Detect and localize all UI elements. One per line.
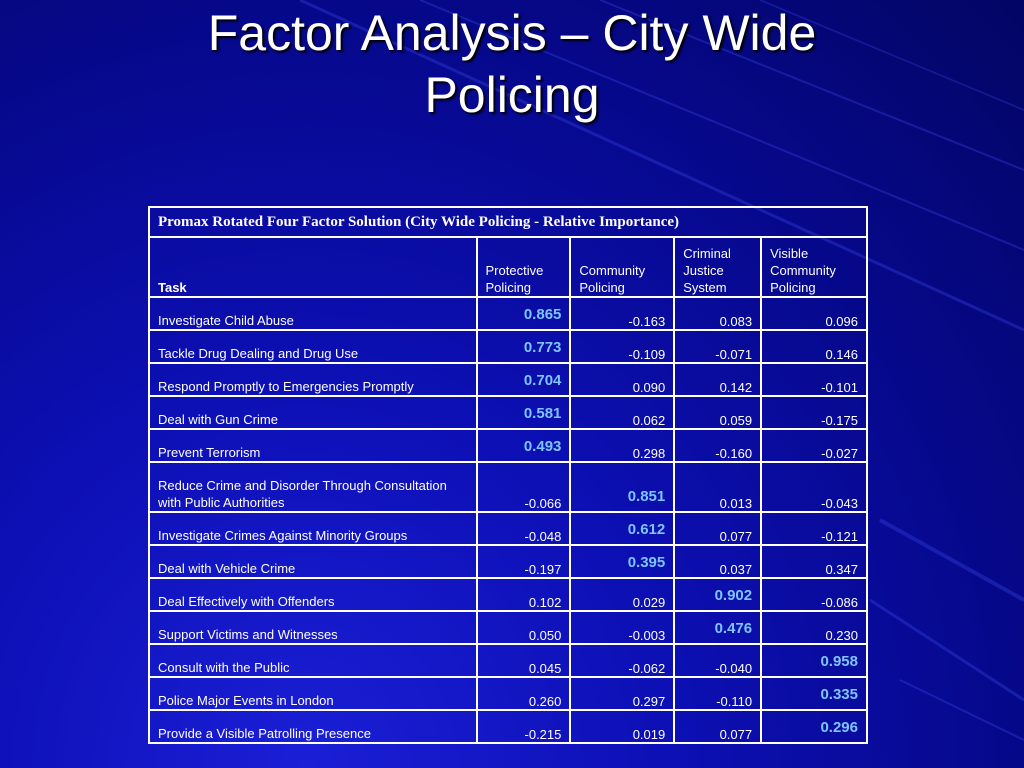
loading-cell-visible: 0.096 [761,297,867,330]
table-row [149,644,867,677]
task-cell: Prevent Terrorism [149,429,477,462]
loading-cell-visible: -0.086 [761,578,867,611]
loading-cell-criminal: 0.077 [674,710,761,743]
loading-cell-protective: -0.048 [477,512,571,545]
loading-cell-criminal: 0.059 [674,396,761,429]
table-row [149,578,867,611]
loading-cell-visible: -0.101 [761,363,867,396]
loading-cell-criminal: -0.160 [674,429,761,462]
task-cell: Investigate Crimes Against Minority Groups [149,512,477,545]
highlighted-loading-cell-community: 0.851 [570,462,674,512]
loading-cell-criminal: -0.110 [674,677,761,710]
highlighted-loading-cell-protective: 0.773 [477,330,571,363]
highlighted-loading-cell-community: 0.395 [570,545,674,578]
loading-cell-community: -0.003 [570,611,674,644]
highlighted-loading-cell-criminal: 0.902 [674,578,761,611]
loading-cell-protective: -0.215 [477,710,571,743]
loading-cell-visible: -0.121 [761,512,867,545]
loading-cell-community: 0.062 [570,396,674,429]
highlighted-loading-cell-visible: 0.296 [761,710,867,743]
loading-cell-visible: -0.175 [761,396,867,429]
highlighted-loading-cell-community: 0.612 [570,512,674,545]
task-cell: Investigate Child Abuse [149,297,477,330]
column-header-task: Task [149,237,477,297]
loading-cell-community: 0.090 [570,363,674,396]
slide-title [0,0,1024,126]
slide-title-line-2: Policing [424,67,600,123]
loading-cell-protective: 0.102 [477,578,571,611]
task-cell: Deal Effectively with Offenders [149,578,477,611]
table-header-row [149,237,867,297]
factor-loadings-table [148,206,868,744]
table-row [149,462,867,512]
column-header-visible-community-policing: Visible Community Policing [761,237,867,297]
table-row [149,429,867,462]
column-header-criminal-justice-system: Criminal Justice System [674,237,761,297]
loading-cell-protective: 0.045 [477,644,571,677]
task-cell: Support Victims and Witnesses [149,611,477,644]
loading-cell-criminal: 0.077 [674,512,761,545]
loading-cell-protective: -0.197 [477,545,571,578]
loading-cell-community: 0.298 [570,429,674,462]
highlighted-loading-cell-protective: 0.704 [477,363,571,396]
table-caption: Promax Rotated Four Factor Solution (City Wide Policing - Relative Importance) [149,207,867,237]
task-cell: Deal with Gun Crime [149,396,477,429]
highlighted-loading-cell-protective: 0.865 [477,297,571,330]
column-header-protective-policing: Protective Policing [477,237,571,297]
column-header-community-policing: Community Policing [570,237,674,297]
loading-cell-visible: 0.230 [761,611,867,644]
table-row [149,545,867,578]
loading-cell-criminal: -0.040 [674,644,761,677]
task-cell: Provide a Visible Patrolling Presence [149,710,477,743]
loading-cell-protective: -0.066 [477,462,571,512]
loading-cell-community: -0.109 [570,330,674,363]
table-row [149,363,867,396]
loading-cell-visible: 0.347 [761,545,867,578]
loading-cell-community: 0.297 [570,677,674,710]
loading-cell-visible: -0.027 [761,429,867,462]
loading-cell-protective: 0.260 [477,677,571,710]
table-row [149,396,867,429]
loading-cell-community: -0.062 [570,644,674,677]
task-cell: Deal with Vehicle Crime [149,545,477,578]
highlighted-loading-cell-visible: 0.335 [761,677,867,710]
loading-cell-protective: 0.050 [477,611,571,644]
highlighted-loading-cell-visible: 0.958 [761,644,867,677]
table-row [149,677,867,710]
task-cell: Respond Promptly to Emergencies Promptly [149,363,477,396]
highlighted-loading-cell-criminal: 0.476 [674,611,761,644]
loading-cell-criminal: 0.037 [674,545,761,578]
loading-cell-community: 0.029 [570,578,674,611]
highlighted-loading-cell-protective: 0.581 [477,396,571,429]
loading-cell-community: -0.163 [570,297,674,330]
highlighted-loading-cell-protective: 0.493 [477,429,571,462]
loading-cell-criminal: 0.013 [674,462,761,512]
table-row [149,330,867,363]
task-cell: Reduce Crime and Disorder Through Consultation with Public Authorities [149,462,477,512]
table-row [149,297,867,330]
table-row [149,512,867,545]
task-cell: Tackle Drug Dealing and Drug Use [149,330,477,363]
slide-title-line-1: Factor Analysis – City Wide [207,5,817,61]
table-row [149,710,867,743]
loading-cell-visible: -0.043 [761,462,867,512]
task-cell: Police Major Events in London [149,677,477,710]
table-body [149,297,867,743]
task-cell: Consult with the Public [149,644,477,677]
loading-cell-criminal: 0.083 [674,297,761,330]
loading-cell-criminal: 0.142 [674,363,761,396]
loading-cell-community: 0.019 [570,710,674,743]
table-row [149,611,867,644]
loading-cell-visible: 0.146 [761,330,867,363]
loading-cell-criminal: -0.071 [674,330,761,363]
